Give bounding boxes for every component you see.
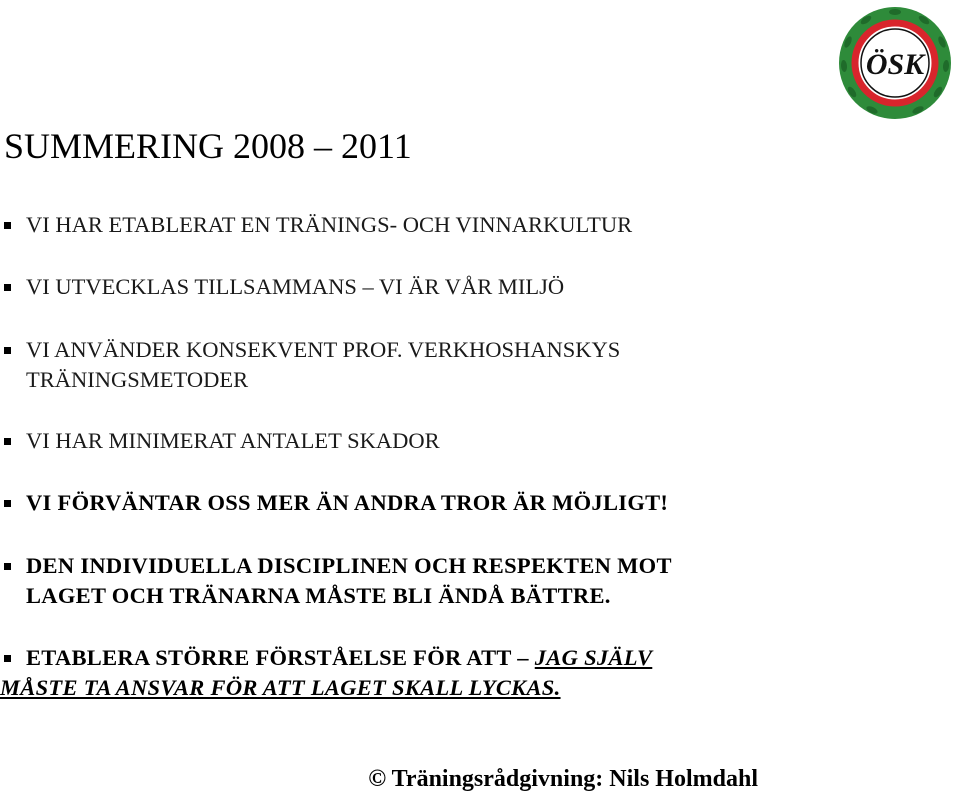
bullet-item <box>4 488 764 518</box>
square-bullet-icon <box>4 655 11 662</box>
bullet-item <box>4 426 764 456</box>
bullet-text-continued: TRÄNINGSMETODER <box>26 367 249 392</box>
bullet-text: VI HAR MINIMERAT ANTALET SKADOR <box>26 428 440 453</box>
bullet-text: VI UTVECKLAS TILLSAMMANS – VI ÄR VÅR MILJÖ <box>26 274 565 299</box>
square-bullet-icon <box>4 222 11 229</box>
bullet-text: DEN INDIVIDUELLA DISCIPLINEN OCH RESPEKTEN MOT <box>26 553 672 578</box>
bullet-text: VI HAR ETABLERAT EN TRÄNINGS- OCH VINNARKULTUR <box>26 212 633 237</box>
club-logo <box>836 4 954 122</box>
bullet-item <box>4 335 764 395</box>
square-bullet-icon <box>4 500 11 507</box>
square-bullet-icon <box>4 563 11 570</box>
bullet-text: VI ANVÄNDER KONSEKVENT PROF. VERKHOSHANSKYS <box>26 337 621 362</box>
page-title: SUMMERING 2008 – 2011 <box>4 126 412 166</box>
bullet-text: VI FÖRVÄNTAR OSS MER ÄN ANDRA TROR ÄR MÖJLIGT! <box>26 490 669 515</box>
bullet-text-continued: LAGET OCH TRÄNARNA MÅSTE BLI ÄNDÅ BÄTTRE. <box>26 583 611 608</box>
bullet-text <box>26 643 764 673</box>
bullet-item <box>4 272 764 302</box>
square-bullet-icon <box>4 438 11 445</box>
square-bullet-icon <box>4 347 11 354</box>
bullet-text-continued <box>0 673 764 703</box>
copyright-footer: © Träningsrådgivning: Nils Holmdahl <box>368 766 758 792</box>
bullet-item <box>4 551 764 611</box>
logo-monogram: ÖSK <box>865 48 925 81</box>
bullet-item <box>0 643 764 703</box>
square-bullet-icon <box>4 284 11 291</box>
bullet-text-plain: ETABLERA STÖRRE FÖRSTÅELSE FÖR ATT – <box>26 645 535 670</box>
bullet-text-emphasis: JAG SJÄLV <box>534 645 653 670</box>
bullet-text-emphasis: MÅSTE TA ANSVAR FÖR ATT LAGET SKALL LYCKAS. <box>0 675 561 700</box>
bullet-item <box>4 210 764 240</box>
